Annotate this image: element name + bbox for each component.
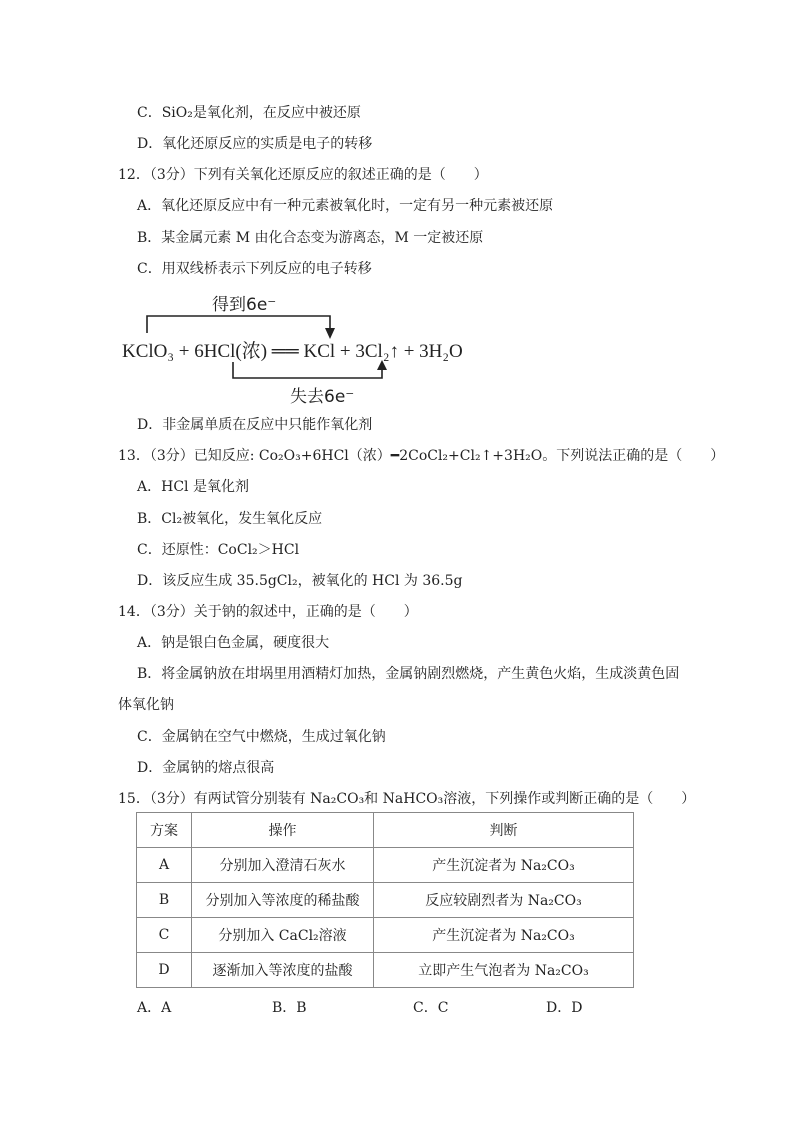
electron-transfer-diagram <box>118 286 538 408</box>
gain-electrons-label: 得到6e⁻ <box>212 295 277 315</box>
q11-option-c: C．SiO₂是氧化剂，在反应中被还原 <box>137 105 361 121</box>
answer-choice-a[interactable]: A．A <box>137 1000 172 1016</box>
q15-answer-choices <box>137 997 617 1017</box>
q13-option-a: A．HCl 是氧化剂 <box>137 479 249 495</box>
q13-option-b: B．Cl₂被氧化，发生氧化反应 <box>137 511 323 527</box>
q12-stem: 12．（3分）下列有关氧化还原反应的叙述正确的是（ ） <box>118 167 488 183</box>
q13-option-d: D．该反应生成 35.5gCl₂，被氧化的 HCl 为 36.5g <box>137 573 463 589</box>
table-cell: 逐渐加入等浓度的盐酸 <box>192 953 374 988</box>
lose-electrons-label: 失去6e⁻ <box>290 387 355 407</box>
table-header: 方案 <box>137 813 192 848</box>
table-row <box>137 918 634 953</box>
table-cell: 分别加入等浓度的稀盐酸 <box>192 883 374 918</box>
q12-option-a: A．氧化还原反应中有一种元素被氧化时，一定有另一种元素被还原 <box>137 198 554 214</box>
table-cell: A <box>137 848 192 883</box>
table-cell: B <box>137 883 192 918</box>
q12-option-b: B．某金属元素 M 由化合态变为游离态，M 一定被还原 <box>137 230 484 246</box>
q14-option-b-line2: 体氧化钠 <box>118 697 174 713</box>
q11-option-d: D．氧化还原反应的实质是电子的转移 <box>137 136 373 152</box>
reaction-equation: KClO₃ + 6HCl(浓) ══ KCl + 3Cl₂↑ + 3H₂O <box>122 341 463 362</box>
q13-option-c: C．还原性：CoCl₂＞HCl <box>137 542 300 558</box>
q14-option-d: D．金属钠的熔点很高 <box>137 760 275 776</box>
answer-choice-b[interactable]: B．B <box>272 1000 307 1016</box>
answer-choice-d[interactable]: D．D <box>546 1000 583 1016</box>
table-cell: 分别加入 CaCl₂溶液 <box>192 918 374 953</box>
q15-stem: 15．（3分）有两试管分别装有 Na₂CO₃和 NaHCO₃溶液，下列操作或判断正确的是（ ） <box>118 791 696 807</box>
table-header-row <box>137 813 634 848</box>
table-cell: 产生沉淀者为 Na₂CO₃ <box>374 848 634 883</box>
q14-option-b-line1: B．将金属钠放在坩埚里用酒精灯加热，金属钠剧烈燃烧，产生黄色火焰，生成淡黄色固 <box>137 666 680 682</box>
q12-option-c: C．用双线桥表示下列反应的电子转移 <box>137 261 372 277</box>
q14-option-c: C．金属钠在空气中燃烧，生成过氧化钠 <box>137 729 386 745</box>
table-cell: D <box>137 953 192 988</box>
table-cell: 立即产生气泡者为 Na₂CO₃ <box>374 953 634 988</box>
table-row <box>137 848 634 883</box>
q14-stem: 14．（3分）关于钠的叙述中，正确的是（ ） <box>118 604 418 620</box>
table-cell: 分别加入澄清石灰水 <box>192 848 374 883</box>
table-row <box>137 953 634 988</box>
q13-stem: 13．（3分）已知反应: Co₂O₃+6HCl（浓）━2CoCl₂+Cl₂↑+3H₂O。下列说法正确的是（ ） <box>118 448 725 464</box>
answer-choice-c[interactable]: C．C <box>413 1000 449 1016</box>
table-cell: 反应较剧烈者为 Na₂CO₃ <box>374 883 634 918</box>
table-header: 判断 <box>374 813 634 848</box>
table-row <box>137 883 634 918</box>
q14-option-a: A．钠是银白色金属，硬度很大 <box>137 635 330 651</box>
table-header: 操作 <box>192 813 374 848</box>
table-cell: C <box>137 918 192 953</box>
table-cell: 产生沉淀者为 Na₂CO₃ <box>374 918 634 953</box>
q15-table <box>136 812 634 988</box>
q12-option-d: D．非金属单质在反应中只能作氧化剂 <box>137 417 373 433</box>
